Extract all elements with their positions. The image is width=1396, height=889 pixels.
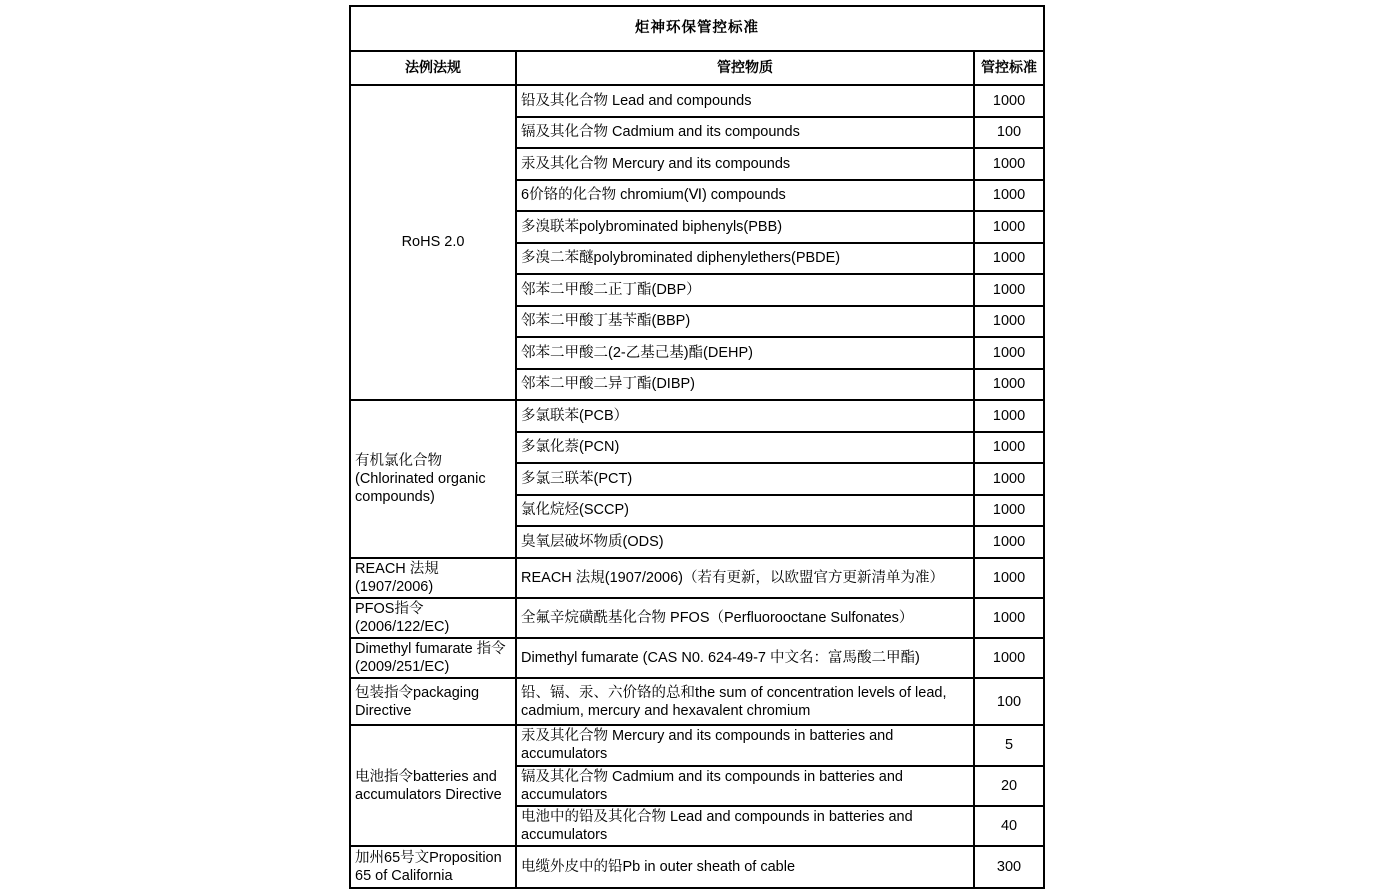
substance-cell: 全氟辛烷磺酰基化合物 PFOS（Perfluorooctane Sulfonates）: [516, 598, 974, 638]
standard-cell: 1000: [974, 432, 1044, 464]
law-cell-pfos: PFOS指令 (2006/122/EC): [350, 598, 516, 638]
standard-cell: 1000: [974, 526, 1044, 558]
standard-cell: 5: [974, 725, 1044, 765]
standard-cell: 1000: [974, 369, 1044, 401]
table-row: [350, 598, 1044, 638]
document-title: 炬神环保管控标准: [350, 6, 1044, 51]
substance-cell: REACH 法規(1907/2006)（若有更新，以欧盟官方更新清单为准）: [516, 558, 974, 598]
standard-cell: 300: [974, 846, 1044, 888]
substance-cell: 邻苯二甲酸二(2-乙基己基)酯(DEHP): [516, 337, 974, 369]
substance-cell: 镉及其化合物 Cadmium and its compounds: [516, 117, 974, 149]
standard-cell: 1000: [974, 274, 1044, 306]
substance-cell: Dimethyl fumarate (CAS N0. 624-49-7 中文名：富馬酸二甲酯): [516, 638, 974, 678]
standards-table: [349, 5, 1045, 889]
substance-cell: 多氯化萘(PCN): [516, 432, 974, 464]
col-header-law: 法例法规: [350, 51, 516, 85]
standards-document: [349, 5, 1045, 889]
table-row: [350, 558, 1044, 598]
table-row: [350, 678, 1044, 725]
substance-cell: 邻苯二甲酸丁基苄酯(BBP): [516, 306, 974, 338]
substance-cell: 铅、镉、汞、六价铬的总和the sum of concentration levels of lead, cadmium, mercury and hexavalent chromium: [516, 678, 974, 725]
substance-cell: 电缆外皮中的铅Pb in outer sheath of cable: [516, 846, 974, 888]
standard-cell: 1000: [974, 243, 1044, 275]
table-row: [350, 638, 1044, 678]
standard-cell: 1000: [974, 400, 1044, 432]
substance-cell: 汞及其化合物 Mercury and its compounds: [516, 148, 974, 180]
law-cell-reach: REACH 法規(1907/2006): [350, 558, 516, 598]
standard-cell: 1000: [974, 598, 1044, 638]
law-cell-chlorinated: 有机氯化合物(Chlorinated organic compounds): [350, 400, 516, 558]
substance-cell: 臭氧层破坏物质(ODS): [516, 526, 974, 558]
standard-cell: 100: [974, 117, 1044, 149]
standard-cell: 1000: [974, 148, 1044, 180]
standard-cell: 1000: [974, 85, 1044, 117]
standard-cell: 1000: [974, 638, 1044, 678]
title-row: [350, 6, 1044, 51]
substance-cell: 汞及其化合物 Mercury and its compounds in batteries and accumulators: [516, 725, 974, 765]
substance-cell: 氯化烷烃(SCCP): [516, 495, 974, 527]
substance-cell: 邻苯二甲酸二正丁酯(DBP）: [516, 274, 974, 306]
standard-cell: 40: [974, 806, 1044, 846]
substance-cell: 铅及其化合物 Lead and compounds: [516, 85, 974, 117]
table-row: [350, 846, 1044, 888]
substance-cell: 电池中的铅及其化合物 Lead and compounds in batteries and accumulators: [516, 806, 974, 846]
substance-cell: 镉及其化合物 Cadmium and its compounds in batteries and accumulators: [516, 766, 974, 806]
law-cell-dimethyl-fumarate: Dimethyl fumarate 指令(2009/251/EC): [350, 638, 516, 678]
substance-cell: 多溴二苯醚polybrominated diphenylethers(PBDE): [516, 243, 974, 275]
standard-cell: 1000: [974, 463, 1044, 495]
standard-cell: 100: [974, 678, 1044, 725]
standard-cell: 1000: [974, 180, 1044, 212]
law-cell-rohs: RoHS 2.0: [350, 85, 516, 400]
standard-cell: 1000: [974, 306, 1044, 338]
table-row: [350, 400, 1044, 432]
header-row: [350, 51, 1044, 85]
standard-cell: 1000: [974, 495, 1044, 527]
standard-cell: 20: [974, 766, 1044, 806]
law-cell-batteries: 电池指令batteries and accumulators Directive: [350, 725, 516, 846]
standard-cell: 1000: [974, 337, 1044, 369]
col-header-substance: 管控物质: [516, 51, 974, 85]
table-row: [350, 725, 1044, 765]
substance-cell: 邻苯二甲酸二异丁酯(DIBP): [516, 369, 974, 401]
substance-cell: 多溴联苯polybrominated biphenyls(PBB): [516, 211, 974, 243]
substance-cell: 多氯联苯(PCB）: [516, 400, 974, 432]
substance-cell: 6价铬的化合物 chromium(Ⅵ) compounds: [516, 180, 974, 212]
law-cell-prop65: 加州65号文Proposition 65 of California: [350, 846, 516, 888]
table-row: [350, 85, 1044, 117]
standard-cell: 1000: [974, 211, 1044, 243]
standard-cell: 1000: [974, 558, 1044, 598]
substance-cell: 多氯三联苯(PCT): [516, 463, 974, 495]
law-cell-packaging: 包装指令packaging Directive: [350, 678, 516, 725]
col-header-standard: 管控标准: [974, 51, 1044, 85]
